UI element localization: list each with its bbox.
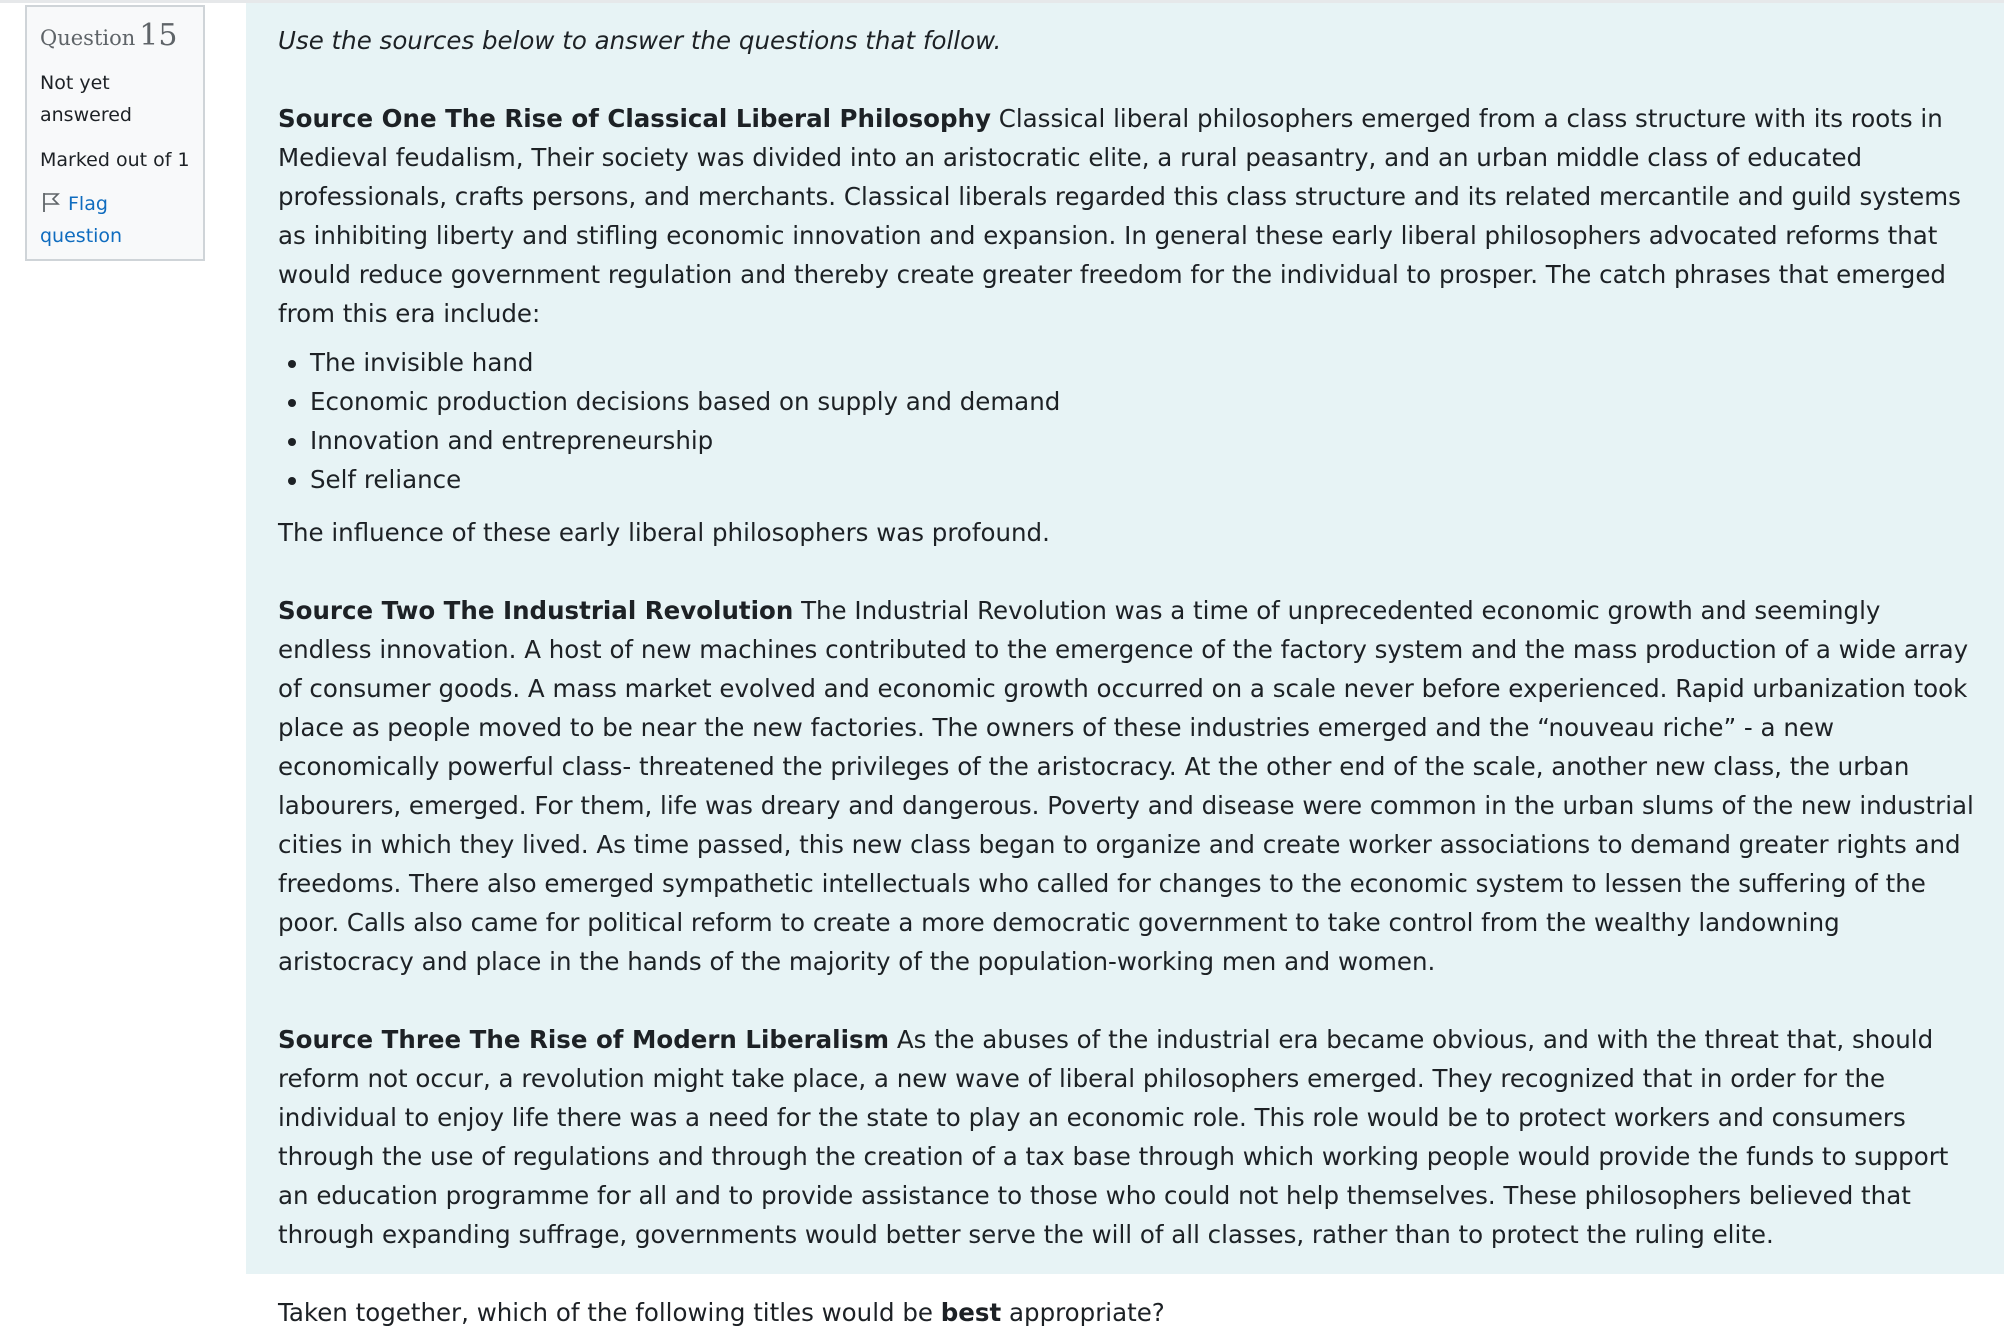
question-prompt [278, 1293, 1974, 1332]
question-content-panel [246, 3, 2004, 1327]
flag-icon [40, 191, 62, 213]
question-number-heading [40, 18, 191, 53]
source-one-closing: The influence of these early liberal philosophers was profound. [278, 518, 1050, 547]
list-item: • The invisible hand [310, 343, 1974, 382]
question-label: Question [40, 26, 136, 50]
question-prompt-after: appropriate? [1009, 1298, 1165, 1327]
source-one-title: Source One The Rise of Classical Liberal Philosophy [278, 104, 991, 133]
instructions-text: Use the sources below to answer the questions that follow. [278, 26, 1002, 55]
question-grade: Marked out of 1 [40, 149, 190, 171]
source-two-title: Source Two The Industrial Revolution [278, 596, 794, 625]
list-item: • Self reliance [310, 460, 1974, 499]
source-two-paragraph [278, 591, 1974, 981]
source-one-paragraph [278, 99, 1974, 333]
question-prompt-emphasis: best [940, 1298, 1002, 1327]
source-two-text: The Industrial Revolution was a time of unprecedented economic growth and seemingly endless innovation. A host of new machines contributed to the emergence of the factory system and the mass production of a wide array of consumer goods. A mass market evolved and economic growth occurred on a scale never before experienced. Rapid urbanization took place as people moved to be near the new factories. The owners of these industries emerged and the “nouveau riche” - a new economically powerful class- threatened the privileges of the aristocracy. At the other end of the scale, another new class, the urban labourers, emerged. For them, life was dreary and dangerous. Poverty and disease were common in the urban slums of the new industrial cities in which they lived. As time passed, this new class began to organize and create worker associations to demand greater rights and freedoms. There also emerged sympathetic intellectuals who called for changes to the economic system to lessen the suffering of the poor. Calls also came for political reform to create a more democratic government to take control from the wealthy landowning aristocracy and place in the hands of the majority of the population-working men and women. [278, 596, 1974, 976]
flag-question-link[interactable] [40, 188, 191, 252]
question-number: 15 [139, 18, 178, 53]
question-state: Not yet answered [40, 72, 132, 126]
flag-question-label: Flag question [40, 193, 123, 247]
question-prompt-before: Taken together, which of the following titles would be [278, 1298, 933, 1327]
list-item: • Innovation and entrepreneurship [310, 421, 1974, 460]
catch-phrases-list [278, 343, 1974, 499]
source-three-title: Source Three The Rise of Modern Liberalism [278, 1025, 890, 1054]
source-three-text: As the abuses of the industrial era became obvious, and with the threat that, should reform not occur, a revolution might take place, a new wave of liberal philosophers emerged. They recognized that in order for the individual to enjoy life there was a need for the state to play an economic role. This role would be to protect workers and consumers through the use of regulations and through the creation of a tax base through which working people would provide the funds to support an education programme for all and to provide assistance to those who could not help themselves. These philosophers believed that through expanding suffrage, governments would better serve the will of all classes, rather than to protect the ruling elite. [278, 1025, 1949, 1249]
list-item: • Economic production decisions based on supply and demand [310, 382, 1974, 421]
source-three-paragraph [278, 1020, 1974, 1254]
question-info-box [25, 5, 205, 261]
source-one-text: Classical liberal philosophers emerged from a class structure with its roots in Medieval feudalism, Their society was divided into an aristocratic elite, a rural peasantry, and an urban middle class of educated professionals, crafts persons, and merchants. Classical liberals regarded this class structure and its related mercantile and guild systems as inhibiting liberty and stifling economic innovation and expansion. In general these early liberal philosophers advocated reforms that would reduce government regulation and thereby create greater freedom for the individual to prosper. The catch phrases that emerged from this era include: [278, 104, 1961, 328]
